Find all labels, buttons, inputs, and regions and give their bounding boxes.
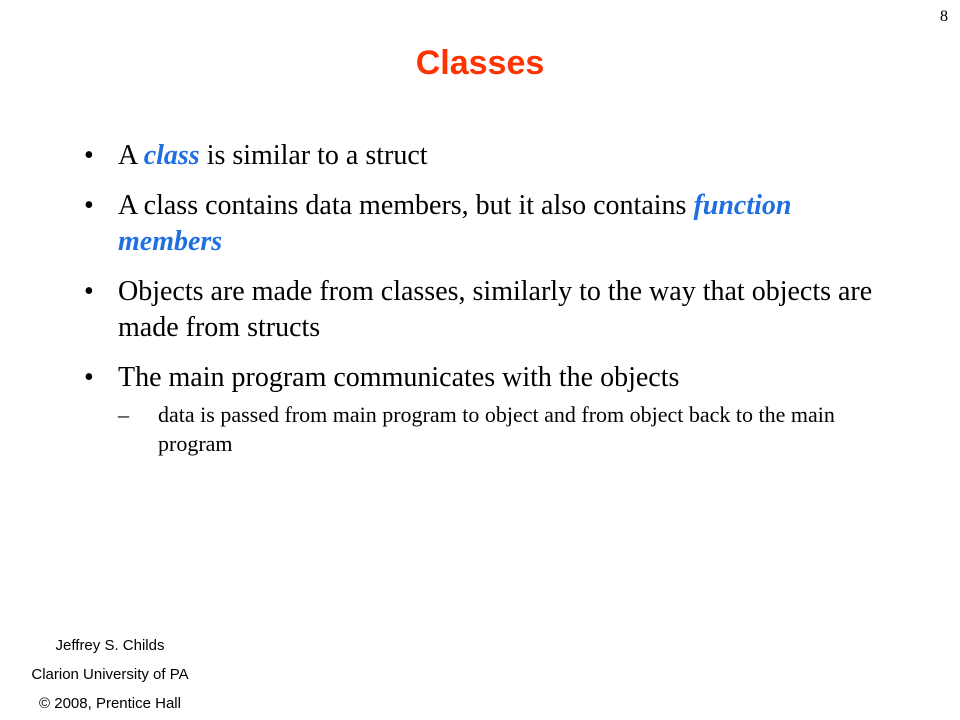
highlight-term: class (143, 140, 200, 171)
bullet-text: A class contains data members, but it also contains (118, 190, 694, 221)
bullet-item (82, 188, 882, 260)
sub-bullet-text: data is passed from main program to object and from object back to the main program (158, 402, 835, 456)
slide-title: Classes (415, 44, 545, 82)
bullet-text: A (118, 140, 144, 171)
bullet-item (82, 274, 882, 346)
bullet-text: Objects are made from classes, similarly to the way that objects are made from structs (118, 276, 873, 343)
footer-author: Jeffrey S. Childs (55, 637, 165, 654)
bullet-text: is similar to a struct (199, 140, 428, 171)
sub-bullet-item (118, 400, 858, 458)
footer-institution: Clarion University of PA (31, 666, 189, 683)
slide-number: 8 (940, 8, 948, 25)
sub-bullet-list (118, 400, 882, 458)
bullet-text: The main program communicates with the objects (118, 362, 680, 393)
bullet-item (82, 138, 882, 174)
footer-copyright: © 2008, Prentice Hall (39, 695, 181, 712)
bullet-list (82, 138, 882, 472)
highlight-term: function members (118, 190, 792, 257)
bullet-item (82, 360, 882, 458)
